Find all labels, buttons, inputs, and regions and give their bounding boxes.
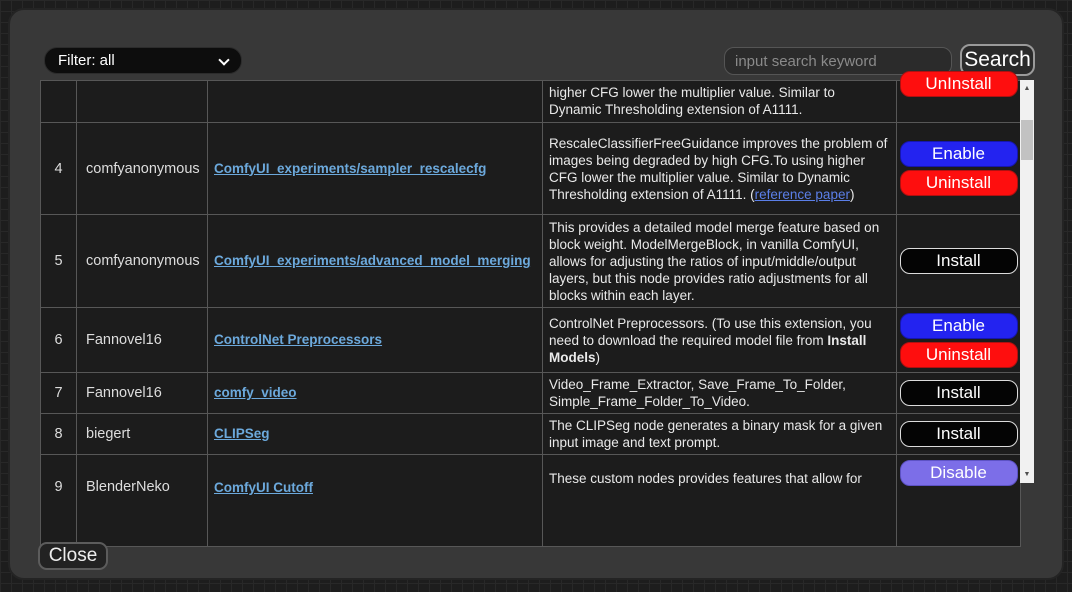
row-number-cell: 7 — [41, 373, 77, 414]
extension-name-cell — [208, 373, 543, 414]
actions-cell — [897, 308, 1021, 373]
author-cell: comfyanonymous — [77, 215, 208, 308]
clipped-button-region — [897, 74, 1020, 122]
install-button[interactable]: Install — [900, 248, 1018, 274]
vertical-scrollbar[interactable] — [1020, 80, 1034, 483]
filter-dropdown-wrap — [44, 47, 242, 74]
row-number-cell: 4 — [41, 123, 77, 215]
row-number-cell: 6 — [41, 308, 77, 373]
table-row — [41, 215, 1021, 308]
enable-button[interactable]: Enable — [900, 141, 1018, 167]
extension-name-cell — [208, 308, 543, 373]
description-cell: RescaleClassifierFreeGuidance improves the problem of images being degraded by high CFG.To using higher CFG lower the multiplier value. Similar to Dynamic Thresholding extension of A1111. (reference paper) — [543, 123, 897, 215]
author-cell: Fannovel16 — [77, 308, 208, 373]
extension-link[interactable]: ControlNet Preprocessors — [214, 332, 383, 347]
search-button[interactable]: Search — [960, 44, 1035, 76]
disable-button[interactable]: Disable — [900, 460, 1018, 486]
author-cell: comfyanonymous — [77, 123, 208, 215]
extensions-table-container — [40, 74, 1034, 495]
scrollbar-down-icon[interactable]: ▼ — [1023, 471, 1031, 478]
description-cell: ControlNet Preprocessors. (To use this extension, you need to download the required model file from Install Models) — [543, 308, 897, 373]
actions-cell — [897, 215, 1021, 308]
extension-name-cell — [208, 455, 543, 547]
description-cell: This provides a detailed model merge feature based on block weight. ModelMergeBlock, in vanilla ComfyUI, allows for adjusting the ratios of input/middle/output layers, but this node provides ratio adjustments for all blocks within each layer. — [543, 215, 897, 308]
author-cell: BlenderNeko — [77, 455, 208, 547]
actions-cell — [897, 414, 1021, 455]
author-cell — [77, 81, 208, 123]
scrollbar-up-icon[interactable]: ▲ — [1023, 85, 1031, 92]
install-button[interactable]: Install — [900, 380, 1018, 406]
extension-link[interactable]: ComfyUI_experiments/sampler_rescalecfg — [214, 160, 487, 176]
extension-name-cell — [208, 123, 543, 215]
scrollbar-thumb[interactable] — [1021, 120, 1033, 160]
uninstall-button[interactable]: Uninstall — [900, 342, 1018, 368]
row-number-cell: 9 — [41, 455, 77, 547]
uninstall-button[interactable]: Uninstall — [900, 170, 1018, 196]
description-cell: The CLIPSeg node generates a binary mask for a given input image and text prompt. — [543, 414, 897, 455]
actions-cell — [897, 74, 1021, 123]
install-button[interactable]: Install — [900, 421, 1018, 447]
actions-cell — [897, 373, 1021, 414]
table-row — [41, 373, 1021, 414]
row-number-cell: 8 — [41, 414, 77, 455]
table-row — [41, 123, 1021, 215]
extension-name-cell — [208, 81, 543, 123]
table-row — [41, 308, 1021, 373]
row-number-cell — [41, 81, 77, 123]
table-row — [41, 455, 1021, 547]
table-row-partial-top — [41, 81, 1021, 123]
uninstall-button[interactable]: UnInstall — [900, 71, 1018, 97]
author-cell: biegert — [77, 414, 208, 455]
description-cell: Video_Frame_Extractor, Save_Frame_To_Folder, Simple_Frame_Folder_To_Video. — [543, 373, 897, 414]
description-cell: These custom nodes provides features that allow for — [543, 455, 897, 547]
actions-cell — [897, 455, 1021, 547]
custom-nodes-manager-dialog — [8, 8, 1064, 580]
enable-button[interactable]: Enable — [900, 313, 1018, 339]
reference-paper-link[interactable]: reference paper — [754, 186, 850, 202]
extension-link[interactable]: ComfyUI_experiments/advanced_model_merging — [214, 253, 531, 268]
filter-dropdown[interactable] — [44, 47, 242, 74]
description-bold-text: Install Models — [549, 332, 867, 365]
extension-link[interactable]: CLIPSeg — [214, 426, 270, 441]
extension-link[interactable]: ComfyUI Cutoff — [214, 480, 313, 495]
row-number-cell: 5 — [41, 215, 77, 308]
table-row — [41, 414, 1021, 455]
close-button[interactable]: Close — [38, 542, 108, 570]
extension-name-cell — [208, 215, 543, 308]
extension-name-cell — [208, 414, 543, 455]
author-cell: Fannovel16 — [77, 373, 208, 414]
extensions-table — [40, 74, 1021, 547]
actions-cell — [897, 123, 1021, 215]
description-cell: higher CFG lower the multiplier value. Similar to Dynamic Thresholding extension of A1111. — [543, 81, 897, 123]
extension-link[interactable]: comfy_video — [214, 385, 297, 400]
